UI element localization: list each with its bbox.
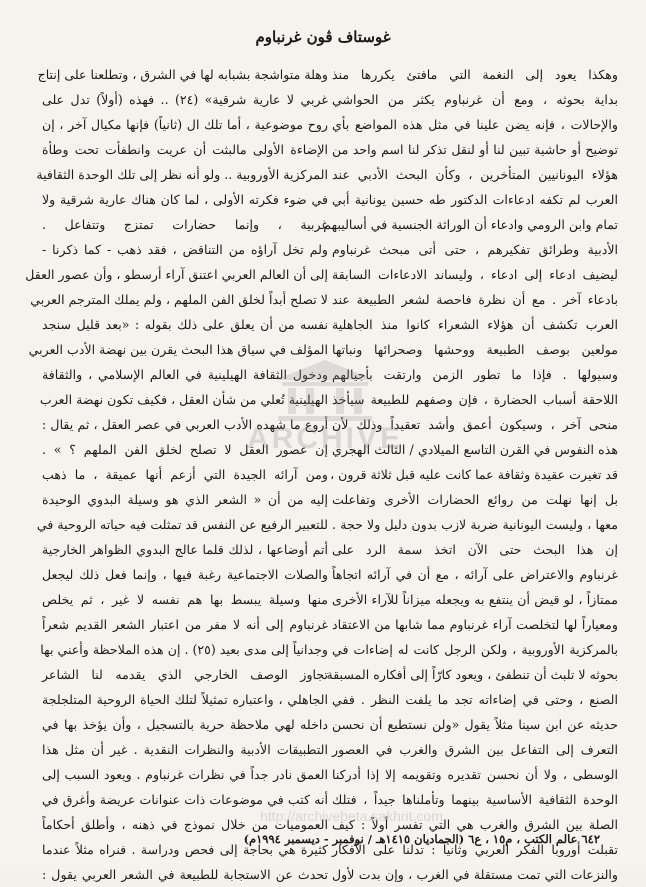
text-line: إن عصور العقل لا تصلح لخلق الفن الملهم ؟ » . (42, 442, 328, 457)
text-line: هذه النفوس في القرن التاسع الميلادي / الثالث الهجري (332, 442, 618, 457)
text-line: قد تغيرت عقيدة وثقافة عما كانت عليه قبل ثلاثة قرون ، (330, 467, 618, 482)
text-line: الصنع ، وحتى في إضاءاته تجد ما يلفت النظر . ففي (332, 692, 618, 707)
text-line: كثيرة هي بحاجة إلى فحص ودراسة . فنراه مثلاً عندما (42, 842, 328, 857)
text-line: لا تصلح أبداً لخلق الفن الملهم ، ولم يملك المترجم العربي (30, 292, 328, 307)
text-line: والإحالات ، فإنه يضن علينا في مثل هذه المواضع بأي (332, 117, 618, 132)
text-line: وجدانياً إلى مدى بعيد (٢٥) . إن هذه الملاحظة وأعني بها (40, 642, 328, 657)
text-line: هؤلاء اليونانيين المتأخرين ، وكأن البحث الأدبي عند (332, 167, 618, 182)
text-line: بالمركزية الأوروبية ، ولكن الرجل كانت له إضاءات في (332, 642, 618, 657)
text-line: ودخول الثقافة الهيلينية في العالم الإسلامي ، والثقافة (42, 367, 328, 382)
text-line: الإضاءة الأولى مالبثت أن عريت وانطفأت تحت وطأة (42, 142, 328, 157)
text-line: والصلات الاجتماعية رغبة فيها ، وإنما فعل ذلك ليجعل (42, 567, 328, 582)
text-line: إليه من أن « الشعر الذي هو وسيلة البدوي الوحيدة (42, 492, 328, 507)
text-line: اللاحقة أسباب الحضارة ، فإن وصفهم للطبيعة سيأخذ (332, 392, 618, 407)
watermark-text: ARCHIVE (246, 422, 403, 455)
text-line: الصلة بين الشرق والغرب هي التي تفسر أولاً : كيف (332, 817, 618, 832)
text-line: العمق نادر جداً في نظرات غرنباوم . ويعود السبب إلى (42, 767, 328, 782)
text-line: التعرف إلى التفاعل بين الشرق والغرب في العصور (332, 742, 618, 757)
text-line: روح موضوعية ، أما تلك ال (ثانياً) فإنها مكيال آخر ، إن (42, 117, 328, 132)
text-line: غرنباوم إلى أنه لا مفر من اعتبار الشعر القديم شعراً (42, 617, 328, 632)
text-line: المركزية الأوروبية .. ولو أنه نظر إلى تلك الوحدة الثقافية (36, 167, 328, 182)
text-line: ومعياراً لها لتخلصت آراء غرنباوم مما شابها من الاعتقاد (332, 617, 618, 632)
text-line: الجاهلي ، واعتباره تمثيلاً لتلك الحياة الروحية المتلجلجة (42, 692, 328, 707)
text-line: العرب تكشف أن هؤلاء الشعراء كانوا منذ الجاهلية (332, 317, 618, 332)
text-line: بداية بحوثه ، ومع أن غرنباوم يكثر من الحواشي (332, 92, 618, 107)
text-line: إلى أن العالم العربي اعتنق آراء أرسطو ، وأن عصور العقل (25, 267, 328, 282)
text-line: أنه كتب في موضوعات ذات عنوانات عريضة وأغرق في (42, 792, 328, 807)
text-line: التطبيقات الأدبية والنظرات النقدية . غير أن مثل هذا (42, 742, 328, 757)
text-line: تقبلت أوروبا الفكر العربي وثانياً : تدلنا على الأفكار (332, 842, 618, 857)
text-line: في ضوء فكرته الأولى ، لما كان هناك عارية شرقية ولا (42, 192, 328, 207)
text-line: وسيولها . فإذا ما تطور الزمن وارتقت بأجيالهم (332, 367, 618, 382)
text-line: العرب لم تكفه ادعاءات الدكتور طه حسين يونانية أبي (332, 192, 618, 207)
text-line: تمام وابن الرومي وادعاء أن الوراثة الجنسية في أساليبهم (323, 217, 618, 232)
text-line: غربية ، وإنما حضارات تمتزج وتتفاعل . (42, 217, 328, 232)
text-line: داخله لهي ملاحظة حرية بالتسجيل ، وأن يؤخذ بها في (42, 717, 328, 732)
page-footer: ٦٤٢ عالم الكتب ، م١٥ ، ع٦ (الجمادیان ١٤١٥هـ / نوفمبر - دیسمبر ١٩٩٤م) (243, 832, 600, 846)
text-line: بحوثه لا تلبث أن تنطفئ ، ويعود كارّاً إلى أفكاره المسبقة (326, 667, 618, 682)
text-line: والنزعات التي تمت مستقلة في الغرب ، وإن بدت لأول (332, 867, 618, 882)
text-line: العموميات من خلال نموذج في ذهنه ، وأطلق أحكاماً (42, 817, 328, 832)
running-header: غوستاف ڤون غرنباوم (255, 28, 391, 46)
text-line: المؤلف في سياق هذا البحث يقرن بين نهضة الأدب العربي (28, 342, 328, 357)
text-line: غربي لا عارية شرقية» (٢٤) .. فهذه (أولاً) تدل على (42, 92, 328, 107)
text-line: تجاوز الوصف الخارجي الذي يقدمه لنا الشاعر (42, 667, 328, 682)
text-line: وهلة متواشجة بشبابه لها في الشرق ، وتطلعنا على إنتاج (37, 67, 328, 82)
text-line: للتعبير الرفيع عن النفس قد تمثلت فيه حياته الروحية في (36, 517, 328, 532)
text-line: إن هذا البحث حتى الآن اتخذ سمة الرد على (332, 542, 618, 557)
left-column (25, 62, 328, 882)
text-line: وهكذا يعود إلى النغمة التي مافتئ يكررها منذ (332, 67, 618, 82)
text-line: ومن آرائه الجيدة التي أزعم أنها عميقة ، ما ذهب (42, 467, 328, 482)
text-line: منحى آخر ، وسيكون أعمق وأشد تعقيداً وذلك لأن (332, 417, 618, 432)
text-line: حديثه عن ابن سينا مثلاً يقول «ولن نستطيع أن نحسن (332, 717, 618, 732)
text-line: توضيح أو حاشية تبين لنا أو لنقل تذكر لنا اسم واحد من (332, 142, 618, 157)
text-line: منها وسيلة يبسط بها هم نفسه لا غير ، ثم يخلص (42, 592, 328, 607)
text-line: ليضيف ادعاء إلى ادعاء ، وليساند الادعاءات السابقة (332, 267, 618, 282)
text-line: أروع ما شهده الأدب العربي في عصر العقل ، ثم يقال : (42, 417, 328, 432)
text-line: ممتازاً ، لو قيض أن ينتفع به ويجعله ميزاناً للآراء الأخرى (332, 592, 618, 607)
text-line: أتم أوضاعها ، لذلك قلما عالج البدوي الظواهر الخارجية (42, 542, 328, 557)
text-line: تحدث عن الاستجابة للطبيعة في الشعر العربي يقول : (42, 867, 328, 882)
text-line: مولعين بوصف الطبيعة ووحشها وصحرائها ونباتها (332, 342, 618, 357)
text-line: الهيلينية تُعلي من شأن العقل ، فكيف تكون نهضة العرب (39, 392, 328, 407)
text-line: بل إنها نهلت من روائع الحضارات الأخرى وتفاعلت (332, 492, 618, 507)
text-line: الوحدة الثقافية الأساسية بينهما وتأملناها جيداً ، فتلك (332, 792, 618, 807)
text-line: الأدبية وطرائق تفكيرهم ، حتى أتى مبحث غرنباوم (332, 242, 618, 257)
text-line: معها ، وليست اليونانية ضربة لازب بدون دليل ولا حجة . (332, 517, 618, 532)
text-line: بادعاء آخر . مع أن نظرة فاحصة لشعر الطبيعة عند (332, 292, 618, 307)
text-line: غرنباوم والاعتراض على آرائه ، مع أن في آرائه اتجاهاً (332, 567, 618, 582)
text-line: نفسه من أن يعلق على ذلك بقوله : «بعد قليل سنجد (42, 317, 328, 332)
text-line: ولم تخل آراؤه من التناقض ، فقد ذهب - كما ذكرنا - (42, 242, 328, 257)
text-line: الوسطى ، ولا أن نحسن تقديره وتقويمه إلا إذا أدركنا (332, 767, 618, 782)
url-watermark: http://archivebeta.sakhrit.com (260, 808, 443, 824)
